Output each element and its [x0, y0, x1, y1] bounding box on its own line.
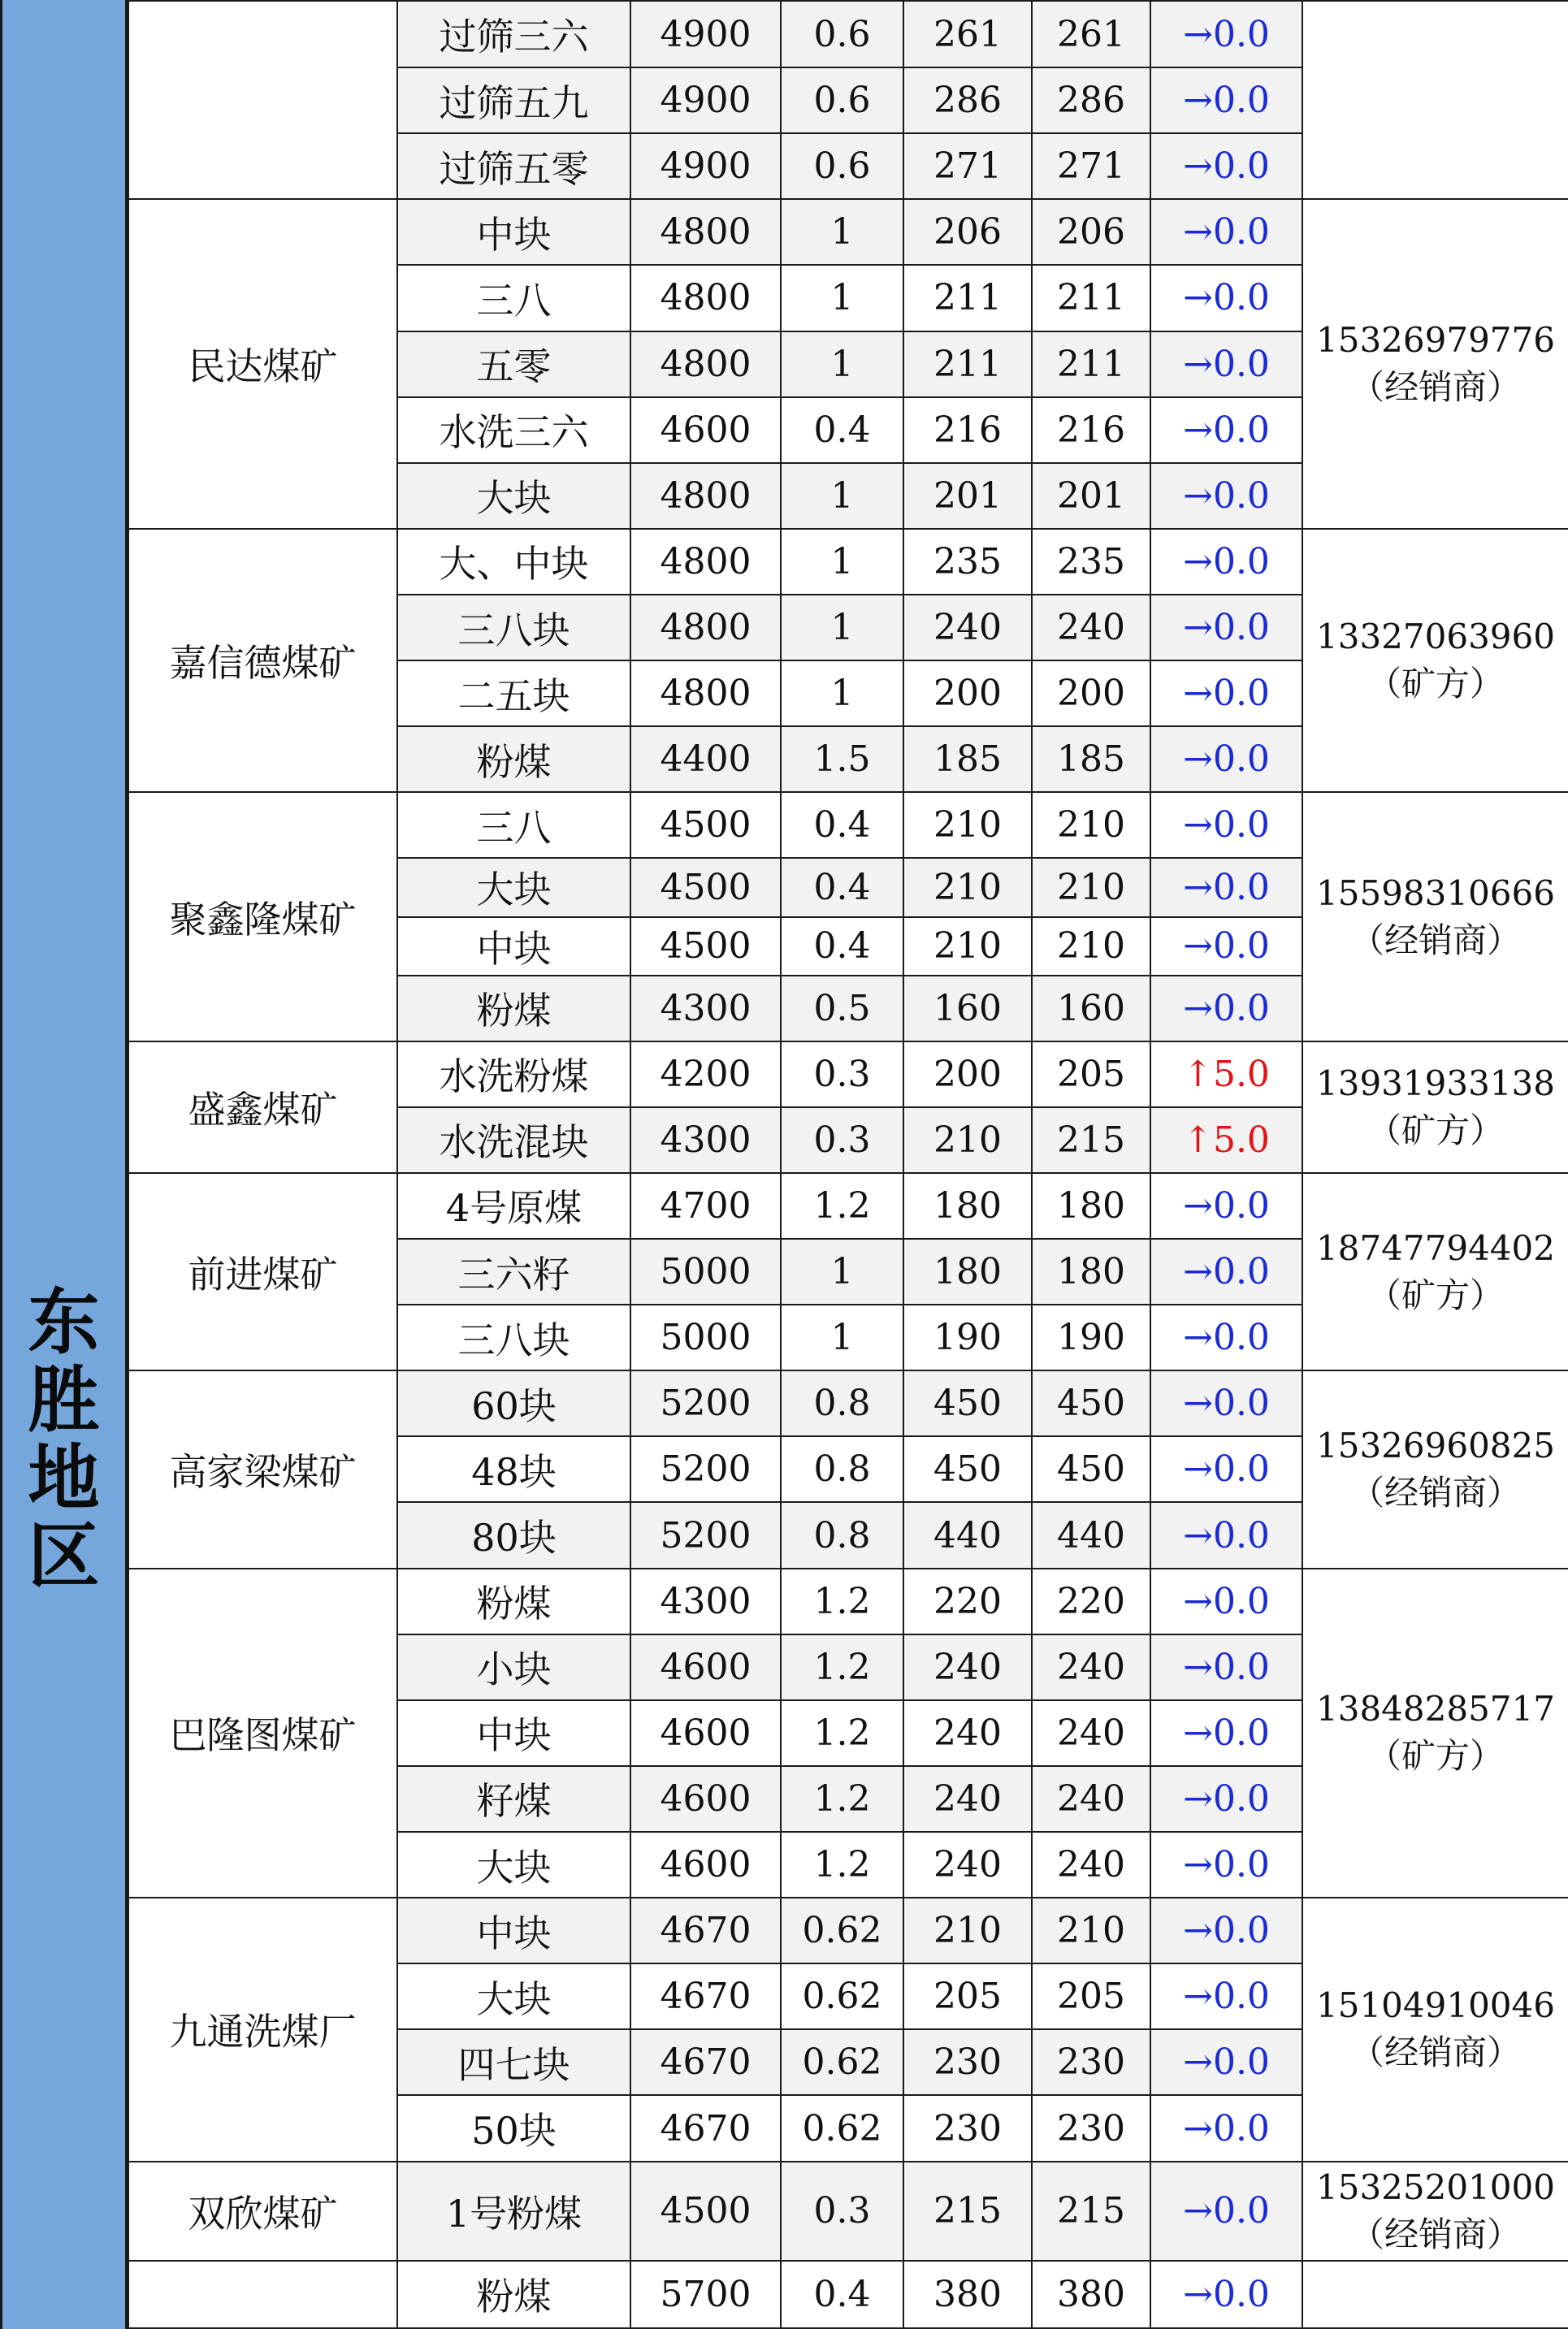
product-name: 大块 [397, 1963, 630, 2029]
sulfur-value: 0.62 [781, 2029, 903, 2095]
calorie-value: 4400 [630, 726, 781, 792]
contact-role: （矿方） [1367, 1275, 1504, 1315]
product-name: 三八 [397, 265, 630, 331]
mine-name: 民达煤矿 [128, 199, 397, 529]
sulfur-value: 0.4 [781, 858, 903, 916]
sulfur-value: 1.2 [781, 1634, 903, 1700]
contact-role: （经销商） [1349, 1472, 1521, 1513]
contact-cell [1302, 1898, 1568, 2161]
sulfur-value: 1 [781, 463, 903, 529]
contact-phone: 15326979776 [1316, 320, 1555, 361]
region-char: 地 [28, 1436, 100, 1520]
contact-role: （经销商） [1349, 2032, 1521, 2073]
calorie-value: 4800 [630, 265, 781, 331]
price-change: →0.0 [1150, 917, 1302, 976]
region-label [2, 1280, 125, 1598]
product-name: 三八块 [397, 595, 630, 660]
calorie-value: 5200 [630, 1436, 781, 1502]
current-price: 205 [1032, 1041, 1150, 1107]
product-name: 籽煤 [397, 1766, 630, 1832]
previous-price: 210 [903, 917, 1032, 976]
price-change: →0.0 [1150, 595, 1302, 660]
contact-phone: 13327063960 [1316, 617, 1555, 657]
current-price: 205 [1032, 1963, 1150, 2029]
current-price: 211 [1032, 331, 1150, 397]
sulfur-value: 0.4 [781, 2261, 903, 2328]
product-name: 中块 [397, 917, 630, 976]
product-name: 粉煤 [397, 2261, 630, 2328]
price-change: →0.0 [1150, 1766, 1302, 1832]
calorie-value: 4500 [630, 792, 781, 858]
product-name: 三六籽 [397, 1239, 630, 1305]
current-price: 450 [1032, 1436, 1150, 1502]
sulfur-value: 1 [781, 331, 903, 397]
previous-price: 200 [903, 1041, 1032, 1107]
previous-price: 240 [903, 595, 1032, 660]
current-price: 240 [1032, 1634, 1150, 1700]
price-change: →0.0 [1150, 463, 1302, 529]
calorie-value: 4800 [630, 660, 781, 726]
calorie-value: 4500 [630, 858, 781, 916]
current-price: 440 [1032, 1502, 1150, 1568]
contact-cell [1302, 2261, 1568, 2328]
product-name: 大、中块 [397, 529, 630, 595]
sulfur-value: 1.2 [781, 1173, 903, 1239]
price-change: →0.0 [1150, 397, 1302, 463]
region-char: 东 [28, 1280, 100, 1364]
current-price: 180 [1032, 1173, 1150, 1239]
contact-phone: 15326960825 [1316, 1425, 1555, 1465]
sulfur-value: 1.2 [781, 1700, 903, 1766]
current-price: 240 [1032, 1832, 1150, 1898]
mine-name: 聚鑫隆煤矿 [128, 792, 397, 1041]
previous-price: 206 [903, 199, 1032, 265]
mine-name: 双欣煤矿 [128, 2162, 397, 2261]
sulfur-value: 1 [781, 265, 903, 331]
current-price: 210 [1032, 1898, 1150, 1963]
current-price: 210 [1032, 917, 1150, 976]
contact-cell [1302, 199, 1568, 529]
contact-role: （矿方） [1367, 1110, 1504, 1150]
previous-price: 216 [903, 397, 1032, 463]
product-name: 中块 [397, 199, 630, 265]
current-price: 201 [1032, 463, 1150, 529]
current-price: 235 [1032, 529, 1150, 595]
calorie-value: 4670 [630, 2095, 781, 2161]
calorie-value: 4500 [630, 917, 781, 976]
sulfur-value: 1 [781, 660, 903, 726]
calorie-value: 4900 [630, 67, 781, 133]
calorie-value: 4300 [630, 1569, 781, 1634]
current-price: 210 [1032, 792, 1150, 858]
current-price: 185 [1032, 726, 1150, 792]
price-change: →0.0 [1150, 1898, 1302, 1963]
current-price: 240 [1032, 595, 1150, 660]
price-change: →0.0 [1150, 1832, 1302, 1898]
region-char: 区 [28, 1514, 100, 1598]
previous-price: 210 [903, 1898, 1032, 1963]
table-row [128, 1898, 1568, 1963]
previous-price: 205 [903, 1963, 1032, 2029]
calorie-value: 4700 [630, 1173, 781, 1239]
contact-role: （经销商） [1349, 920, 1521, 960]
sulfur-value: 1 [781, 1305, 903, 1370]
previous-price: 160 [903, 976, 1032, 1041]
contact-phone: 15104910046 [1316, 1985, 1555, 2026]
price-change: →0.0 [1150, 2029, 1302, 2095]
product-name: 三八块 [397, 1305, 630, 1370]
mine-name: 巴隆图煤矿 [128, 1569, 397, 1898]
previous-price: 210 [903, 858, 1032, 916]
product-name: 粉煤 [397, 976, 630, 1041]
sulfur-value: 0.3 [781, 1041, 903, 1107]
price-change: →0.0 [1150, 133, 1302, 199]
contact-role: （经销商） [1349, 2214, 1521, 2254]
mine-name: 九通洗煤厂 [128, 1898, 397, 2161]
product-name: 水洗三六 [397, 397, 630, 463]
price-change: →0.0 [1150, 1305, 1302, 1370]
product-name: 大块 [397, 463, 630, 529]
sulfur-value: 0.3 [781, 1107, 903, 1173]
contact-phone: 13848285717 [1316, 1689, 1555, 1729]
contact-cell [1302, 1041, 1568, 1173]
product-name: 过筛五九 [397, 67, 630, 133]
mine-name: 前进煤矿 [128, 1173, 397, 1370]
sulfur-value: 0.8 [781, 1436, 903, 1502]
previous-price: 211 [903, 331, 1032, 397]
calorie-value: 5000 [630, 1239, 781, 1305]
sulfur-value: 0.62 [781, 2095, 903, 2161]
calorie-value: 5700 [630, 2261, 781, 2328]
calorie-value: 4500 [630, 2162, 781, 2261]
table-row [128, 1569, 1568, 1634]
calorie-value: 4300 [630, 1107, 781, 1173]
contact-cell [1302, 1173, 1568, 1370]
table-row [128, 1370, 1568, 1436]
price-change: →0.0 [1150, 1963, 1302, 2029]
current-price: 230 [1032, 2095, 1150, 2161]
current-price: 220 [1032, 1569, 1150, 1634]
sulfur-value: 1 [781, 595, 903, 660]
previous-price: 220 [903, 1569, 1032, 1634]
price-change: →0.0 [1150, 1370, 1302, 1436]
previous-price: 286 [903, 67, 1032, 133]
contact-cell [1302, 2162, 1568, 2261]
previous-price: 450 [903, 1370, 1032, 1436]
previous-price: 180 [903, 1173, 1032, 1239]
sulfur-value: 0.6 [781, 1, 903, 67]
product-name: 过筛五零 [397, 133, 630, 199]
current-price: 286 [1032, 67, 1150, 133]
previous-price: 440 [903, 1502, 1032, 1568]
product-name: 48块 [397, 1436, 630, 1502]
calorie-value: 5000 [630, 1305, 781, 1370]
mine-name: 嘉信德煤矿 [128, 529, 397, 792]
price-change: →0.0 [1150, 331, 1302, 397]
sulfur-value: 1.2 [781, 1569, 903, 1634]
region-band [0, 0, 128, 2329]
contact-cell [1302, 529, 1568, 792]
table-row [128, 1041, 1568, 1107]
current-price: 261 [1032, 1, 1150, 67]
calorie-value: 4200 [630, 1041, 781, 1107]
product-name: 1号粉煤 [397, 2162, 630, 2261]
current-price: 160 [1032, 976, 1150, 1041]
calorie-value: 4900 [630, 133, 781, 199]
calorie-value: 4670 [630, 1963, 781, 2029]
mine-name: 高家梁煤矿 [128, 1370, 397, 1568]
contact-phone: 15325201000 [1316, 2167, 1555, 2207]
contact-role: （矿方） [1367, 1736, 1504, 1777]
table-row [128, 199, 1568, 265]
price-change: →0.0 [1150, 1, 1302, 67]
mine-name [128, 2261, 397, 2328]
calorie-value: 4800 [630, 199, 781, 265]
sulfur-value: 0.4 [781, 397, 903, 463]
current-price: 240 [1032, 1700, 1150, 1766]
price-change: →0.0 [1150, 792, 1302, 858]
table-row [128, 1, 1568, 67]
contact-phone: 18747794402 [1316, 1227, 1555, 1268]
sulfur-value: 0.6 [781, 67, 903, 133]
price-change: →0.0 [1150, 1239, 1302, 1305]
product-name: 过筛三六 [397, 1, 630, 67]
calorie-value: 4600 [630, 397, 781, 463]
current-price: 190 [1032, 1305, 1150, 1370]
current-price: 200 [1032, 660, 1150, 726]
price-change: →0.0 [1150, 199, 1302, 265]
previous-price: 230 [903, 2029, 1032, 2095]
contact-cell [1302, 1, 1568, 199]
previous-price: 201 [903, 463, 1032, 529]
sulfur-value: 1 [781, 1239, 903, 1305]
sulfur-value: 0.8 [781, 1370, 903, 1436]
current-price: 230 [1032, 2029, 1150, 2095]
product-name: 80块 [397, 1502, 630, 1568]
sulfur-value: 0.5 [781, 976, 903, 1041]
calorie-value: 5200 [630, 1502, 781, 1568]
mine-name [128, 1, 397, 199]
sulfur-value: 0.8 [781, 1502, 903, 1568]
contact-phone: 13931933138 [1316, 1063, 1555, 1103]
current-price: 215 [1032, 1107, 1150, 1173]
sulfur-value: 0.3 [781, 2162, 903, 2261]
table-body [128, 1, 1568, 2328]
previous-price: 180 [903, 1239, 1032, 1305]
product-name: 中块 [397, 1700, 630, 1766]
price-change: →0.0 [1150, 265, 1302, 331]
table-row [128, 2162, 1568, 2261]
price-change: →0.0 [1150, 1700, 1302, 1766]
sulfur-value: 1.5 [781, 726, 903, 792]
previous-price: 185 [903, 726, 1032, 792]
previous-price: 271 [903, 133, 1032, 199]
product-name: 水洗混块 [397, 1107, 630, 1173]
previous-price: 240 [903, 1634, 1032, 1700]
price-change: ↑5.0 [1150, 1107, 1302, 1173]
product-name: 二五块 [397, 660, 630, 726]
contact-cell [1302, 1569, 1568, 1898]
previous-price: 200 [903, 660, 1032, 726]
contact-phone: 15598310666 [1316, 872, 1555, 913]
current-price: 206 [1032, 199, 1150, 265]
current-price: 450 [1032, 1370, 1150, 1436]
product-name: 水洗粉煤 [397, 1041, 630, 1107]
price-change: ↑5.0 [1150, 1041, 1302, 1107]
calorie-value: 4800 [630, 595, 781, 660]
previous-price: 240 [903, 1832, 1032, 1898]
price-change: →0.0 [1150, 726, 1302, 792]
product-name: 小块 [397, 1634, 630, 1700]
table-row [128, 1173, 1568, 1239]
price-change: →0.0 [1150, 1436, 1302, 1502]
sulfur-value: 0.4 [781, 917, 903, 976]
price-change: →0.0 [1150, 660, 1302, 726]
current-price: 210 [1032, 858, 1150, 916]
current-price: 271 [1032, 133, 1150, 199]
previous-price: 240 [903, 1766, 1032, 1832]
sulfur-value: 0.62 [781, 1963, 903, 2029]
table-row [128, 529, 1568, 595]
sulfur-value: 0.6 [781, 133, 903, 199]
sulfur-value: 1 [781, 529, 903, 595]
contact-cell [1302, 1370, 1568, 1568]
current-price: 215 [1032, 2162, 1150, 2261]
price-change: →0.0 [1150, 2261, 1302, 2328]
previous-price: 450 [903, 1436, 1032, 1502]
calorie-value: 4600 [630, 1700, 781, 1766]
calorie-value: 4600 [630, 1766, 781, 1832]
region-char: 胜 [28, 1358, 100, 1442]
calorie-value: 4600 [630, 1634, 781, 1700]
sulfur-value: 1.2 [781, 1766, 903, 1832]
price-change: →0.0 [1150, 67, 1302, 133]
calorie-value: 4600 [630, 1832, 781, 1898]
sulfur-value: 1 [781, 199, 903, 265]
calorie-value: 5200 [630, 1370, 781, 1436]
calorie-value: 4670 [630, 2029, 781, 2095]
calorie-value: 4800 [630, 331, 781, 397]
price-change: →0.0 [1150, 858, 1302, 916]
price-change: →0.0 [1150, 1634, 1302, 1700]
previous-price: 215 [903, 2162, 1032, 2261]
sulfur-value: 1.2 [781, 1832, 903, 1898]
calorie-value: 4300 [630, 976, 781, 1041]
previous-price: 380 [903, 2261, 1032, 2328]
product-name: 4号原煤 [397, 1173, 630, 1239]
product-name: 50块 [397, 2095, 630, 2161]
product-name: 三八 [397, 792, 630, 858]
previous-price: 210 [903, 792, 1032, 858]
previous-price: 211 [903, 265, 1032, 331]
previous-price: 240 [903, 1700, 1032, 1766]
calorie-value: 4670 [630, 1898, 781, 1963]
contact-role: （经销商） [1349, 367, 1521, 408]
current-price: 380 [1032, 2261, 1150, 2328]
contact-cell [1302, 792, 1568, 1041]
product-name: 四七块 [397, 2029, 630, 2095]
coal-price-table [128, 0, 1568, 2329]
price-change: →0.0 [1150, 1569, 1302, 1634]
price-change: →0.0 [1150, 529, 1302, 595]
sulfur-value: 0.4 [781, 792, 903, 858]
current-price: 211 [1032, 265, 1150, 331]
contact-role: （矿方） [1367, 664, 1504, 704]
table-row [128, 792, 1568, 858]
previous-price: 230 [903, 2095, 1032, 2161]
product-name: 大块 [397, 858, 630, 916]
sulfur-value: 0.62 [781, 1898, 903, 1963]
product-name: 大块 [397, 1832, 630, 1898]
price-change: →0.0 [1150, 976, 1302, 1041]
current-price: 180 [1032, 1239, 1150, 1305]
calorie-value: 4800 [630, 463, 781, 529]
previous-price: 261 [903, 1, 1032, 67]
price-change: →0.0 [1150, 1502, 1302, 1568]
previous-price: 210 [903, 1107, 1032, 1173]
calorie-value: 4800 [630, 529, 781, 595]
table-row [128, 2261, 1568, 2328]
product-name: 粉煤 [397, 1569, 630, 1634]
mine-name: 盛鑫煤矿 [128, 1041, 397, 1173]
price-change: →0.0 [1150, 1173, 1302, 1239]
product-name: 五零 [397, 331, 630, 397]
price-change: →0.0 [1150, 2095, 1302, 2161]
product-name: 中块 [397, 1898, 630, 1963]
price-change: →0.0 [1150, 2162, 1302, 2261]
previous-price: 235 [903, 529, 1032, 595]
calorie-value: 4900 [630, 1, 781, 67]
product-name: 60块 [397, 1370, 630, 1436]
current-price: 216 [1032, 397, 1150, 463]
previous-price: 190 [903, 1305, 1032, 1370]
product-name: 粉煤 [397, 726, 630, 792]
current-price: 240 [1032, 1766, 1150, 1832]
